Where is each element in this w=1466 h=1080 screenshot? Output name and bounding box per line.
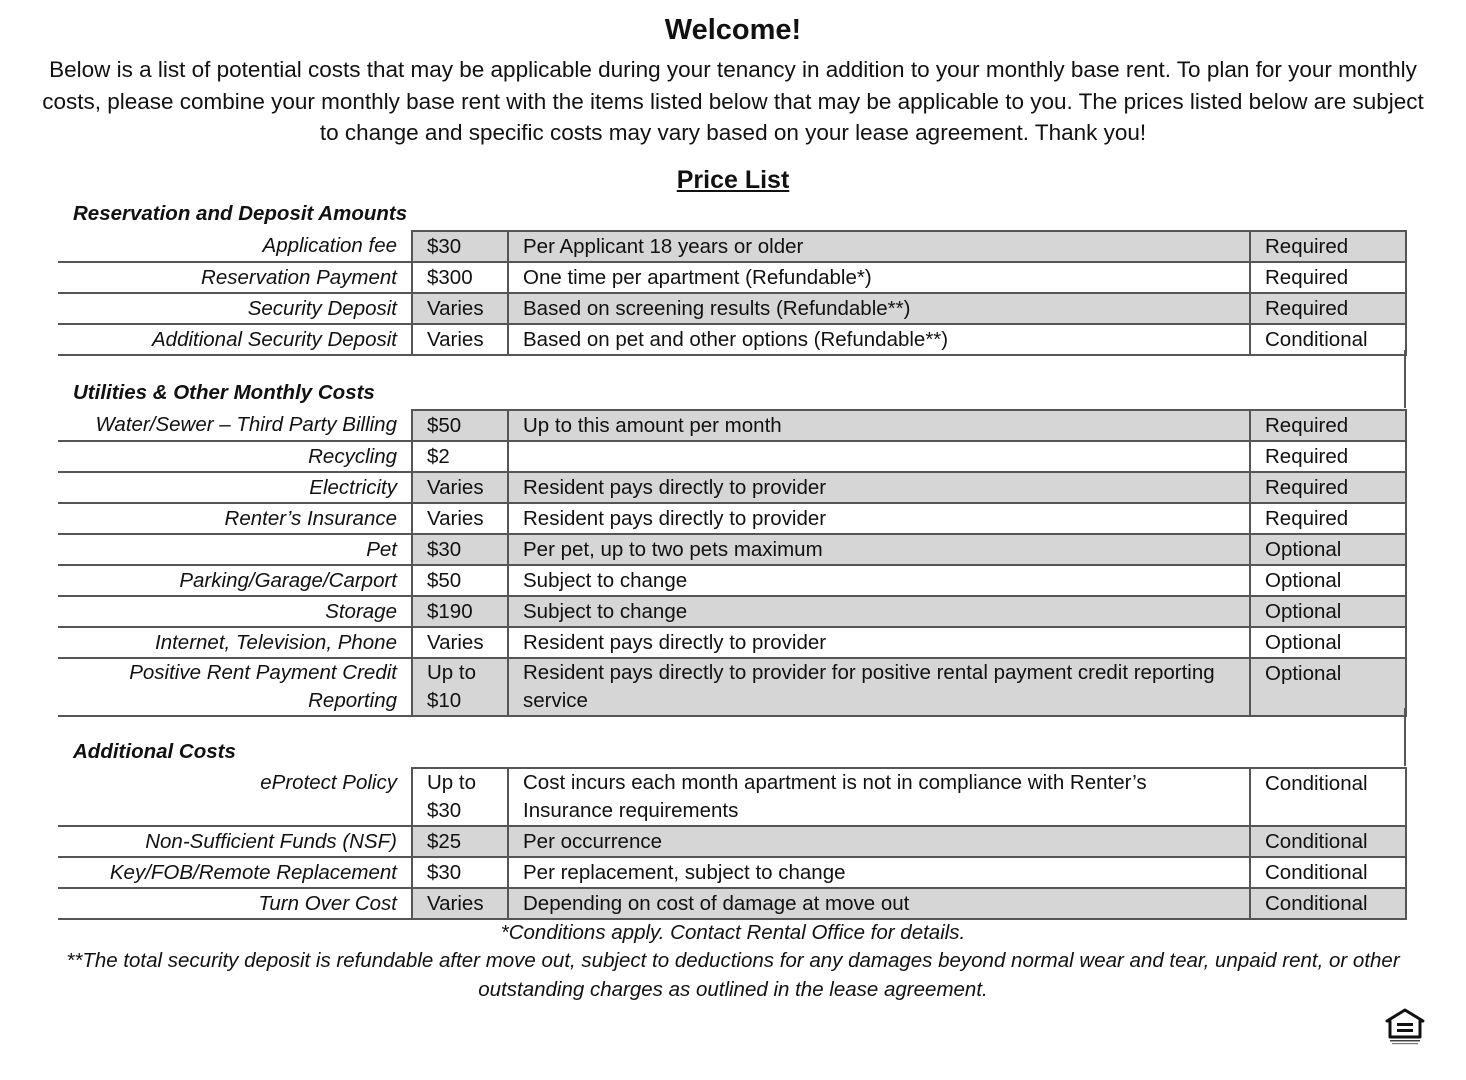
row-label: Key/FOB/Remote Replacement xyxy=(58,857,412,888)
row-description: Resident pays directly to provider xyxy=(508,627,1250,658)
row-amount: Varies xyxy=(412,503,508,534)
equal-housing-opportunity-icon xyxy=(1384,1007,1426,1047)
row-status: Required xyxy=(1250,472,1406,503)
row-description: Per Applicant 18 years or older xyxy=(508,231,1250,262)
row-status: Optional xyxy=(1250,658,1406,716)
row-amount: Up to $10 xyxy=(412,658,508,716)
reservation-table xyxy=(58,230,1407,356)
row-description: Per occurrence xyxy=(508,826,1250,857)
table-row xyxy=(58,472,1406,503)
section-gap-border xyxy=(1250,350,1406,408)
row-status: Conditional xyxy=(1250,857,1406,888)
row-description: Subject to change xyxy=(508,596,1250,627)
section-title-reservation: Reservation and Deposit Amounts xyxy=(73,202,408,225)
row-label: Security Deposit xyxy=(58,293,412,324)
row-description: Resident pays directly to provider xyxy=(508,472,1250,503)
row-amount: $50 xyxy=(412,565,508,596)
row-description: Subject to change xyxy=(508,565,1250,596)
row-status: Required xyxy=(1250,293,1406,324)
row-status: Optional xyxy=(1250,596,1406,627)
row-label: Positive Rent Payment Credit Reporting xyxy=(58,658,412,716)
row-label: Pet xyxy=(58,534,412,565)
table-row xyxy=(58,565,1406,596)
additional-costs-table xyxy=(58,767,1407,920)
row-status: Conditional xyxy=(1250,324,1406,355)
row-status: Optional xyxy=(1250,627,1406,658)
row-label: Parking/Garage/Carport xyxy=(58,565,412,596)
row-label: Water/Sewer – Third Party Billing xyxy=(58,410,412,441)
table-row xyxy=(58,293,1406,324)
row-amount: $300 xyxy=(412,262,508,293)
table-row xyxy=(58,503,1406,534)
intro-paragraph: Below is a list of potential costs that may be applicable during your tenancy in addition to your monthly base rent. To plan for your monthly costs, please combine your monthly base rent with the items listed below that may be applicable to you. The prices listed below are subject to change and specific costs may vary based on your lease agreement. Thank you! xyxy=(42,57,1424,145)
row-status: Required xyxy=(1250,503,1406,534)
table-row xyxy=(58,596,1406,627)
page-title: Welcome! xyxy=(664,14,802,46)
row-amount: $190 xyxy=(412,596,508,627)
row-status: Conditional xyxy=(1250,888,1406,919)
row-amount: Varies xyxy=(412,888,508,919)
table-row xyxy=(58,231,1406,262)
section-title-additional: Additional Costs xyxy=(73,740,236,763)
row-description: One time per apartment (Refundable*) xyxy=(508,262,1250,293)
table-row xyxy=(58,441,1406,472)
row-amount: Varies xyxy=(412,293,508,324)
table-row xyxy=(58,888,1406,919)
row-label: Renter’s Insurance xyxy=(58,503,412,534)
row-status: Required xyxy=(1250,262,1406,293)
row-label: Application fee xyxy=(58,231,412,262)
row-description: Based on pet and other options (Refundable**) xyxy=(508,324,1250,355)
footnote-security-deposit: **The total security deposit is refundable after move out, subject to deductions for any damages beyond normal wear and tear, unpaid rent, or other outstanding charges as outlined in the lease agreement. xyxy=(66,949,1400,1001)
table-row xyxy=(58,324,1406,355)
row-description: Per pet, up to two pets maximum xyxy=(508,534,1250,565)
row-label: eProtect Policy xyxy=(58,768,412,826)
row-status: Optional xyxy=(1250,565,1406,596)
price-list-title: Price List xyxy=(676,166,790,194)
row-amount: $30 xyxy=(412,534,508,565)
row-description: Resident pays directly to provider xyxy=(508,503,1250,534)
row-description: Resident pays directly to provider for positive rental payment credit reporting service xyxy=(508,658,1250,716)
row-description: Based on screening results (Refundable**) xyxy=(508,293,1250,324)
row-amount: $30 xyxy=(412,857,508,888)
table-row xyxy=(58,534,1406,565)
row-description xyxy=(508,441,1250,472)
row-amount: $50 xyxy=(412,410,508,441)
row-amount: Varies xyxy=(412,472,508,503)
table-row xyxy=(58,857,1406,888)
section-gap-border xyxy=(1250,708,1406,766)
row-description: Per replacement, subject to change xyxy=(508,857,1250,888)
row-amount: $25 xyxy=(412,826,508,857)
table-row xyxy=(58,658,1406,716)
row-status: Optional xyxy=(1250,534,1406,565)
table-row xyxy=(58,410,1406,441)
row-label: Non-Sufficient Funds (NSF) xyxy=(58,826,412,857)
row-label: Reservation Payment xyxy=(58,262,412,293)
row-status: Conditional xyxy=(1250,768,1406,826)
row-amount: Varies xyxy=(412,324,508,355)
row-status: Required xyxy=(1250,441,1406,472)
row-label: Additional Security Deposit xyxy=(58,324,412,355)
row-status: Required xyxy=(1250,410,1406,441)
row-label: Recycling xyxy=(58,441,412,472)
row-label: Turn Over Cost xyxy=(58,888,412,919)
table-row xyxy=(58,768,1406,826)
row-amount: $2 xyxy=(412,441,508,472)
table-row xyxy=(58,627,1406,658)
row-amount: Up to $30 xyxy=(412,768,508,826)
section-title-utilities: Utilities & Other Monthly Costs xyxy=(73,381,375,404)
table-row xyxy=(58,262,1406,293)
footnote-conditions: *Conditions apply. Contact Rental Office for details. xyxy=(500,921,966,944)
row-label: Storage xyxy=(58,596,412,627)
row-description: Depending on cost of damage at move out xyxy=(508,888,1250,919)
utilities-table xyxy=(58,409,1407,717)
row-amount: Varies xyxy=(412,627,508,658)
row-status: Conditional xyxy=(1250,826,1406,857)
row-label: Electricity xyxy=(58,472,412,503)
row-description: Up to this amount per month xyxy=(508,410,1250,441)
table-row xyxy=(58,826,1406,857)
row-label: Internet, Television, Phone xyxy=(58,627,412,658)
row-status: Required xyxy=(1250,231,1406,262)
row-amount: $30 xyxy=(412,231,508,262)
row-description: Cost incurs each month apartment is not in compliance with Renter’s Insurance requirements xyxy=(508,768,1250,826)
